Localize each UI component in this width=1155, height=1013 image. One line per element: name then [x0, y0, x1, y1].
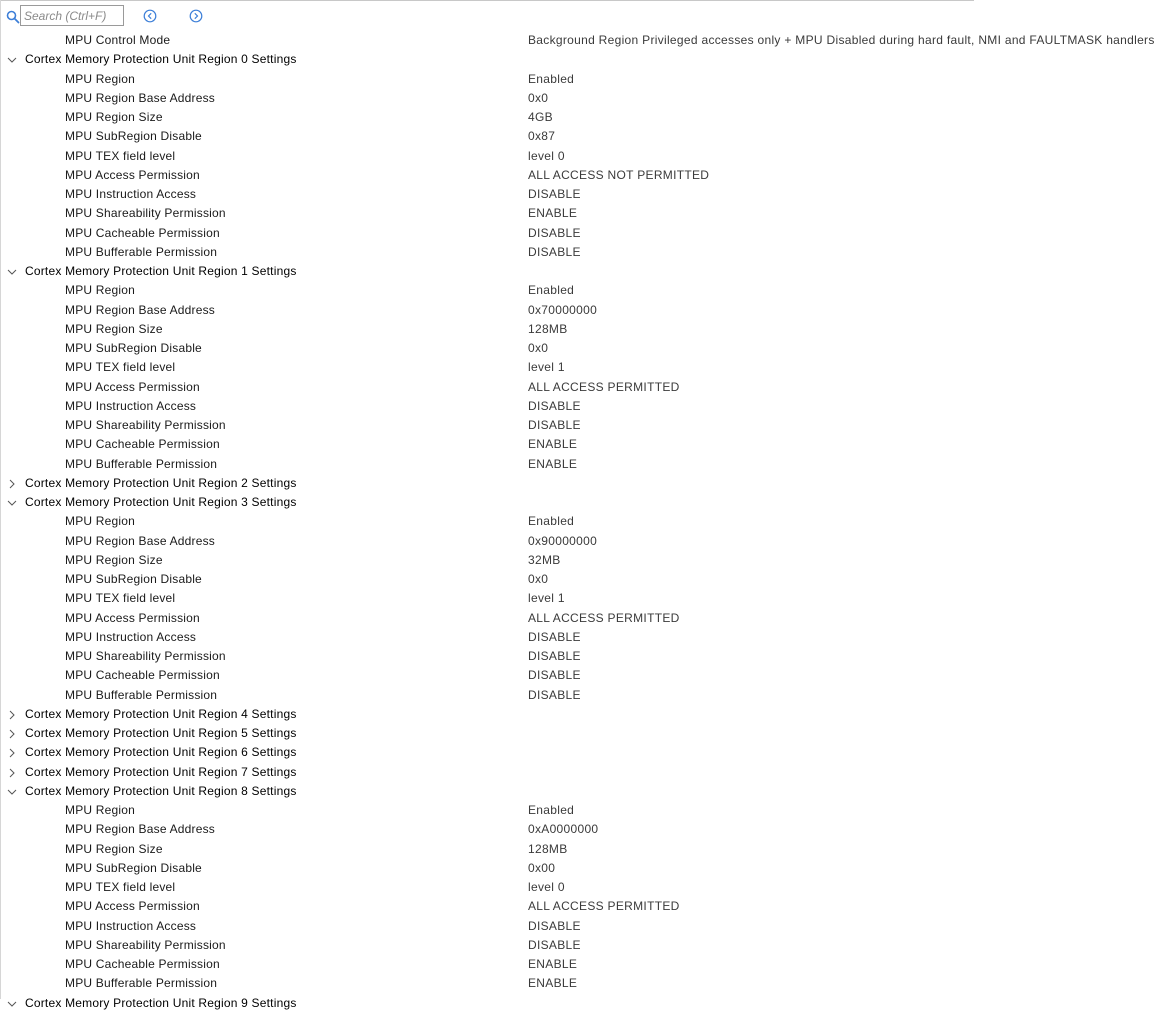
- tree-group-row[interactable]: [0, 262, 974, 281]
- parameter-value[interactable]: 0x0: [528, 341, 549, 355]
- parameter-label: MPU Region Size: [65, 841, 163, 856]
- parameter-label: MPU SubRegion Disable: [65, 572, 202, 586]
- parameter-row[interactable]: [0, 840, 974, 859]
- parameter-label: MPU Access Permission: [65, 899, 200, 914]
- parameter-value[interactable]: Enabled: [528, 514, 575, 529]
- parameter-value[interactable]: level 0: [528, 880, 565, 894]
- chevron-right-icon[interactable]: [7, 768, 17, 778]
- parameter-row[interactable]: [0, 801, 974, 820]
- parameter-row[interactable]: [0, 185, 974, 204]
- parameter-row[interactable]: [0, 147, 974, 166]
- parameter-value[interactable]: ENABLE: [528, 456, 578, 471]
- parameter-row[interactable]: [0, 917, 974, 936]
- parameter-value[interactable]: DISABLE: [528, 418, 581, 432]
- tree-group-row[interactable]: [0, 705, 974, 724]
- parameter-row[interactable]: [0, 31, 1155, 50]
- parameter-label: MPU Control Mode: [65, 33, 171, 47]
- parameter-row[interactable]: [0, 358, 974, 377]
- parameter-row[interactable]: [0, 820, 974, 839]
- parameter-label: MPU Shareability Permission: [65, 937, 226, 952]
- parameter-row[interactable]: [0, 204, 974, 223]
- parameter-value[interactable]: ALL ACCESS PERMITTED: [528, 379, 680, 394]
- parameter-label: MPU Region: [65, 71, 136, 86]
- panel-top-border: [0, 0, 974, 1]
- chevron-right-icon[interactable]: [7, 479, 17, 489]
- chevron-right-icon[interactable]: [7, 710, 17, 720]
- parameter-row[interactable]: [0, 320, 974, 339]
- parameter-row[interactable]: [0, 955, 974, 974]
- parameter-row[interactable]: [0, 455, 974, 474]
- parameter-value[interactable]: DISABLE: [528, 937, 581, 952]
- parameter-value[interactable]: ALL ACCESS PERMITTED: [528, 899, 680, 914]
- parameter-label: MPU Cacheable Permission: [65, 668, 220, 683]
- parameter-value[interactable]: Enabled: [528, 283, 575, 298]
- parameter-label: MPU Instruction Access: [65, 918, 197, 933]
- group-label: Cortex Memory Protection Unit Region 2 Settings: [25, 475, 297, 490]
- group-label: Cortex Memory Protection Unit Region 7 Settings: [25, 764, 297, 779]
- chevron-down-icon[interactable]: [7, 267, 17, 277]
- group-label: Cortex Memory Protection Unit Region 1 Settings: [25, 264, 297, 278]
- parameter-value[interactable]: DISABLE: [528, 225, 581, 240]
- parameter-value[interactable]: DISABLE: [528, 687, 581, 702]
- group-label: Cortex Memory Protection Unit Region 8 Settings: [25, 783, 297, 798]
- parameter-value[interactable]: Background Region Privileged accesses only + MPU Disabled during hard fault, NMI and FAULTMASK handlers: [528, 33, 1155, 47]
- parameter-row[interactable]: [0, 512, 974, 531]
- next-match-button[interactable]: [189, 9, 203, 23]
- parameter-label: MPU Region: [65, 283, 136, 298]
- parameter-label: MPU Instruction Access: [65, 629, 197, 644]
- parameter-value[interactable]: ALL ACCESS PERMITTED: [528, 610, 680, 625]
- parameter-label: MPU Region: [65, 803, 136, 817]
- parameter-row[interactable]: [0, 416, 974, 435]
- tree-group-row[interactable]: [0, 724, 974, 743]
- parameter-row[interactable]: [0, 897, 974, 916]
- group-label: Cortex Memory Protection Unit Region 6 Settings: [25, 745, 297, 760]
- parameter-row[interactable]: [0, 686, 974, 705]
- parameter-row[interactable]: [0, 435, 974, 454]
- parameter-row[interactable]: [0, 666, 974, 685]
- parameter-row[interactable]: [0, 570, 974, 589]
- parameter-row[interactable]: [0, 108, 974, 127]
- parameter-label: MPU Shareability Permission: [65, 206, 226, 221]
- parameter-value[interactable]: 128MB: [528, 321, 568, 336]
- parameter-row[interactable]: [0, 589, 974, 608]
- parameter-label: MPU Bufferable Permission: [65, 456, 218, 471]
- parameter-row[interactable]: [0, 378, 974, 397]
- parameter-label: MPU TEX field level: [65, 591, 176, 606]
- parameter-row[interactable]: [0, 551, 974, 570]
- parameter-value[interactable]: ENABLE: [528, 437, 578, 452]
- parameter-label: MPU Cacheable Permission: [65, 437, 220, 452]
- tree-group-row[interactable]: [0, 743, 974, 762]
- tree-group-row[interactable]: [0, 782, 974, 801]
- parameter-label: MPU TEX field level: [65, 360, 176, 375]
- parameter-row[interactable]: [0, 532, 974, 551]
- parameter-label: MPU Region Base Address: [65, 90, 216, 105]
- parameter-label: MPU Region Base Address: [65, 302, 216, 317]
- parameter-value[interactable]: DISABLE: [528, 649, 581, 663]
- parameter-value[interactable]: ENABLE: [528, 957, 578, 971]
- parameter-row[interactable]: [0, 628, 974, 647]
- parameter-row[interactable]: [0, 281, 974, 300]
- group-label: Cortex Memory Protection Unit Region 5 Settings: [25, 726, 297, 740]
- tree-group-row[interactable]: [0, 994, 974, 1013]
- parameter-value[interactable]: 128MB: [528, 841, 568, 856]
- parameter-row[interactable]: [0, 166, 974, 185]
- parameter-row[interactable]: [0, 936, 974, 955]
- parameter-label: MPU TEX field level: [65, 880, 176, 894]
- parameter-row[interactable]: [0, 127, 974, 146]
- parameter-label: MPU SubRegion Disable: [65, 129, 202, 144]
- parameter-value[interactable]: 0x0: [528, 90, 549, 105]
- parameter-row[interactable]: [0, 301, 974, 320]
- parameter-value[interactable]: ENABLE: [528, 976, 578, 991]
- parameter-label: MPU TEX field level: [65, 148, 176, 163]
- parameter-value[interactable]: 0x70000000: [528, 302, 598, 317]
- parameter-label: MPU Bufferable Permission: [65, 244, 218, 259]
- parameter-row[interactable]: [0, 397, 974, 416]
- search-toolbar: [0, 5, 974, 27]
- group-label: Cortex Memory Protection Unit Region 9 Settings: [25, 995, 297, 1010]
- parameter-value[interactable]: 32MB: [528, 552, 561, 567]
- search-icon: [6, 10, 20, 24]
- parameter-value[interactable]: level 1: [528, 360, 565, 375]
- chevron-down-icon[interactable]: [7, 787, 17, 797]
- tree-group-row[interactable]: [0, 493, 974, 512]
- parameter-label: MPU Access Permission: [65, 167, 200, 182]
- parameter-value[interactable]: 0xA0000000: [528, 822, 599, 837]
- parameter-value[interactable]: DISABLE: [528, 918, 581, 933]
- parameter-label: MPU Region Base Address: [65, 822, 216, 837]
- parameter-label: MPU Cacheable Permission: [65, 957, 220, 971]
- parameter-label: MPU SubRegion Disable: [65, 860, 202, 875]
- parameter-row[interactable]: [0, 339, 974, 358]
- parameter-value[interactable]: 0x00: [528, 860, 556, 875]
- parameter-value[interactable]: ENABLE: [528, 206, 578, 221]
- group-label: Cortex Memory Protection Unit Region 0 Settings: [25, 52, 297, 67]
- parameter-label: MPU SubRegion Disable: [65, 341, 202, 355]
- parameter-label: MPU Instruction Access: [65, 187, 197, 201]
- parameter-label: MPU Region Size: [65, 552, 163, 567]
- parameter-label: MPU Region: [65, 514, 136, 529]
- chevron-right-icon[interactable]: [7, 729, 17, 739]
- parameter-label: MPU Bufferable Permission: [65, 687, 218, 702]
- parameter-value[interactable]: DISABLE: [528, 668, 581, 683]
- parameter-tree: [0, 31, 1155, 1013]
- parameter-value[interactable]: Enabled: [528, 803, 575, 817]
- parameter-row[interactable]: [0, 243, 974, 262]
- previous-match-button[interactable]: [143, 9, 157, 23]
- parameter-value[interactable]: DISABLE: [528, 244, 581, 259]
- parameter-value[interactable]: level 1: [528, 591, 565, 606]
- parameter-row[interactable]: [0, 89, 974, 108]
- chevron-down-icon[interactable]: [7, 498, 17, 508]
- tree-group-row[interactable]: [0, 474, 974, 493]
- parameter-label: MPU Bufferable Permission: [65, 976, 218, 991]
- parameter-value[interactable]: DISABLE: [528, 629, 581, 644]
- parameter-label: MPU Cacheable Permission: [65, 225, 220, 240]
- parameter-value[interactable]: 0x0: [528, 572, 549, 586]
- parameter-row[interactable]: [0, 609, 974, 628]
- parameter-value[interactable]: ALL ACCESS NOT PERMITTED: [528, 167, 710, 182]
- parameter-value[interactable]: 4GB: [528, 110, 553, 124]
- parameter-value[interactable]: DISABLE: [528, 398, 581, 413]
- chevron-down-icon[interactable]: [7, 999, 17, 1009]
- parameter-label: MPU Shareability Permission: [65, 649, 226, 663]
- parameter-label: MPU Region Size: [65, 321, 163, 336]
- parameter-row[interactable]: [0, 878, 974, 897]
- tree-group-row[interactable]: [0, 50, 974, 69]
- parameter-row[interactable]: [0, 859, 974, 878]
- parameter-row[interactable]: [0, 647, 974, 666]
- search-input[interactable]: [20, 5, 124, 26]
- parameter-label: MPU Shareability Permission: [65, 418, 226, 432]
- parameter-label: MPU Access Permission: [65, 610, 200, 625]
- parameter-label: MPU Region Base Address: [65, 533, 216, 548]
- parameter-value[interactable]: level 0: [528, 148, 565, 163]
- chevron-down-icon[interactable]: [7, 55, 17, 65]
- parameter-label: MPU Instruction Access: [65, 398, 197, 413]
- chevron-right-icon[interactable]: [7, 748, 17, 758]
- parameter-row[interactable]: [0, 70, 974, 89]
- parameter-row[interactable]: [0, 224, 974, 243]
- parameter-label: MPU Access Permission: [65, 379, 200, 394]
- parameter-value[interactable]: Enabled: [528, 71, 575, 86]
- group-label: Cortex Memory Protection Unit Region 4 Settings: [25, 706, 297, 721]
- tree-group-row[interactable]: [0, 763, 974, 782]
- parameter-row[interactable]: [0, 974, 974, 993]
- parameter-label: MPU Region Size: [65, 110, 163, 124]
- parameter-value[interactable]: DISABLE: [528, 187, 581, 201]
- group-label: Cortex Memory Protection Unit Region 3 Settings: [25, 495, 297, 509]
- parameter-value[interactable]: 0x90000000: [528, 533, 598, 548]
- parameter-value[interactable]: 0x87: [528, 129, 556, 144]
